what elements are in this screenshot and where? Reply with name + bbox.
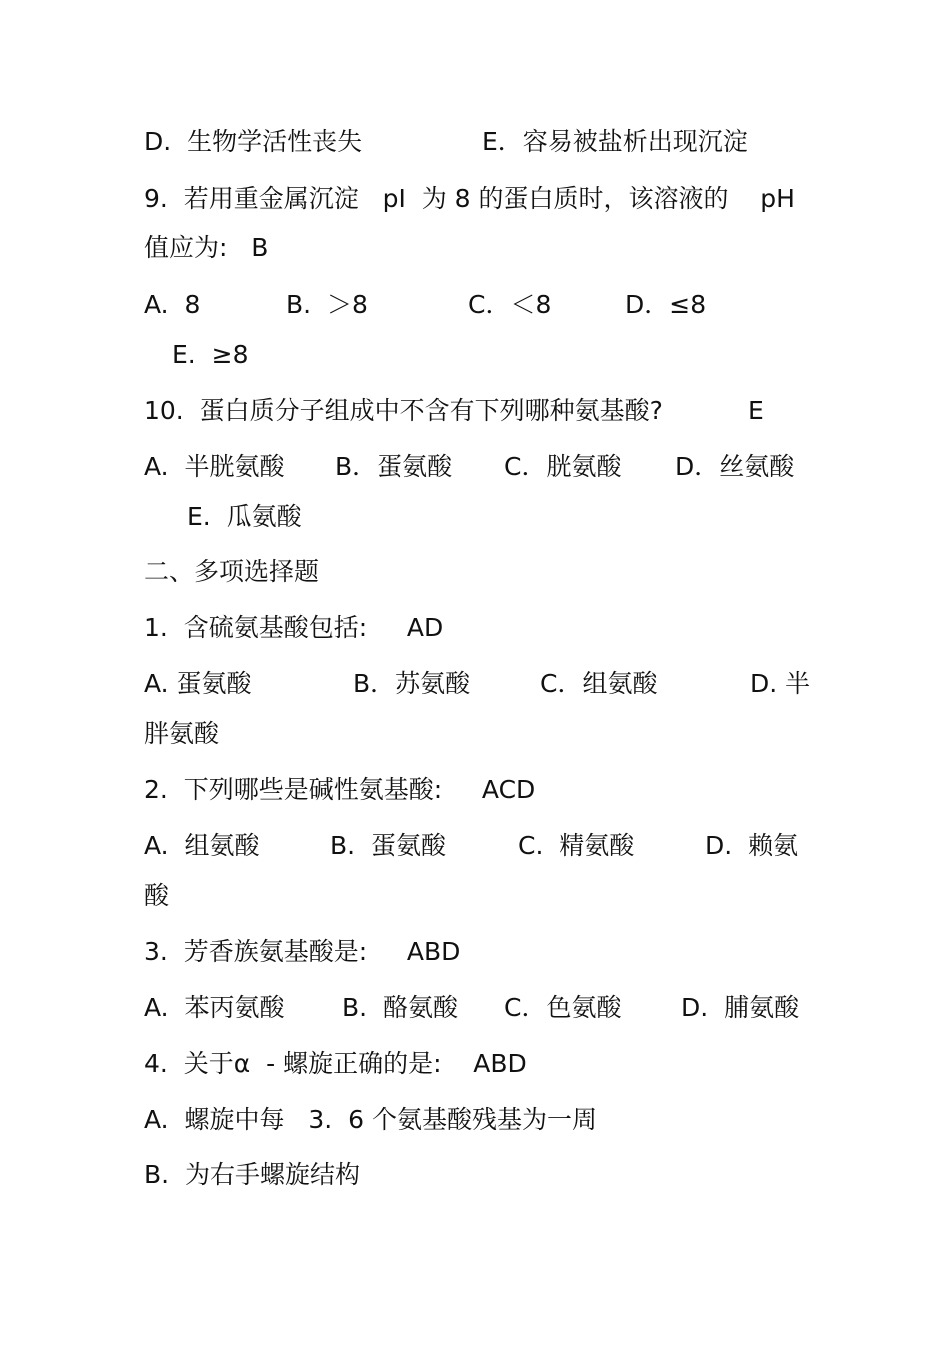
option-b: B．苏氨酸 [353, 669, 471, 698]
option-b: B. 蛋氨酸 [330, 831, 446, 860]
question-text: 4. 关于α - 螺旋正确的是: ABD [144, 1049, 527, 1078]
option-c: C．色氨酸 [504, 993, 622, 1022]
options-line [144, 719, 220, 779]
option-c: C．胱氨酸 [504, 452, 622, 481]
options-line [144, 340, 249, 400]
option-b: B．蛋氨酸 [335, 452, 453, 481]
option-b: B. 为右手螺旋结构 [144, 1160, 360, 1189]
question-9-answer [144, 233, 269, 293]
question-text: 10. 蛋白质分子组成中不含有下列哪种氨基酸? [144, 396, 663, 425]
option-b: B. ＞8 [286, 290, 368, 319]
section-heading [144, 557, 320, 617]
option-d: D．≤8 [625, 290, 707, 319]
option-e: E. ≥8 [172, 340, 249, 369]
question-text: 2. 下列哪些是碱性氨基酸: ACD [144, 775, 536, 804]
answer: E [748, 396, 764, 425]
options-line [144, 1160, 360, 1220]
options-line [144, 881, 170, 941]
option-c: C．＜8 [468, 290, 552, 319]
question-text: 9. 若用重金属沉淀 pI 为 8 的蛋白质时，该溶液的 pH [144, 184, 795, 213]
option-d-cont: 酸 [144, 881, 170, 910]
question-3 [144, 937, 461, 997]
option-a: A. 半胱氨酸 [144, 452, 285, 481]
option-d: D. 生物学活性丧失 [144, 127, 363, 156]
option-d: D．丝氨酸 [675, 452, 795, 481]
option-d: D. 半 [750, 669, 811, 698]
option-a: A. 苯丙氨酸 [144, 993, 285, 1022]
option-b: B. 酪氨酸 [342, 993, 458, 1022]
question-4 [144, 1049, 527, 1109]
option-d: D. 脯氨酸 [681, 993, 800, 1022]
options-line [144, 502, 302, 562]
options-line [144, 1105, 597, 1165]
option-a: A. 8 [144, 290, 201, 319]
option-e: E．容易被盐析出现沉淀 [482, 127, 748, 156]
question-text: 值应为: B [144, 233, 269, 262]
option-a: A. 螺旋中每 3. 6 个氨基酸残基为一周 [144, 1105, 597, 1134]
question-text: 1. 含硫氨基酸包括: AD [144, 613, 444, 642]
option-c: C. 精氨酸 [518, 831, 635, 860]
option-a: A. 组氨酸 [144, 831, 260, 860]
option-d: D. 赖氨 [705, 831, 799, 860]
option-a: A. 蛋氨酸 [144, 669, 252, 698]
question-1 [144, 613, 444, 673]
question-2 [144, 775, 536, 835]
section-title: 二、多项选择题 [144, 557, 320, 586]
option-e: E. 瓜氨酸 [187, 502, 302, 531]
option-d-cont: 胖氨酸 [144, 719, 220, 748]
question-text: 3. 芳香族氨基酸是: ABD [144, 937, 461, 966]
option-c: C．组氨酸 [540, 669, 658, 698]
